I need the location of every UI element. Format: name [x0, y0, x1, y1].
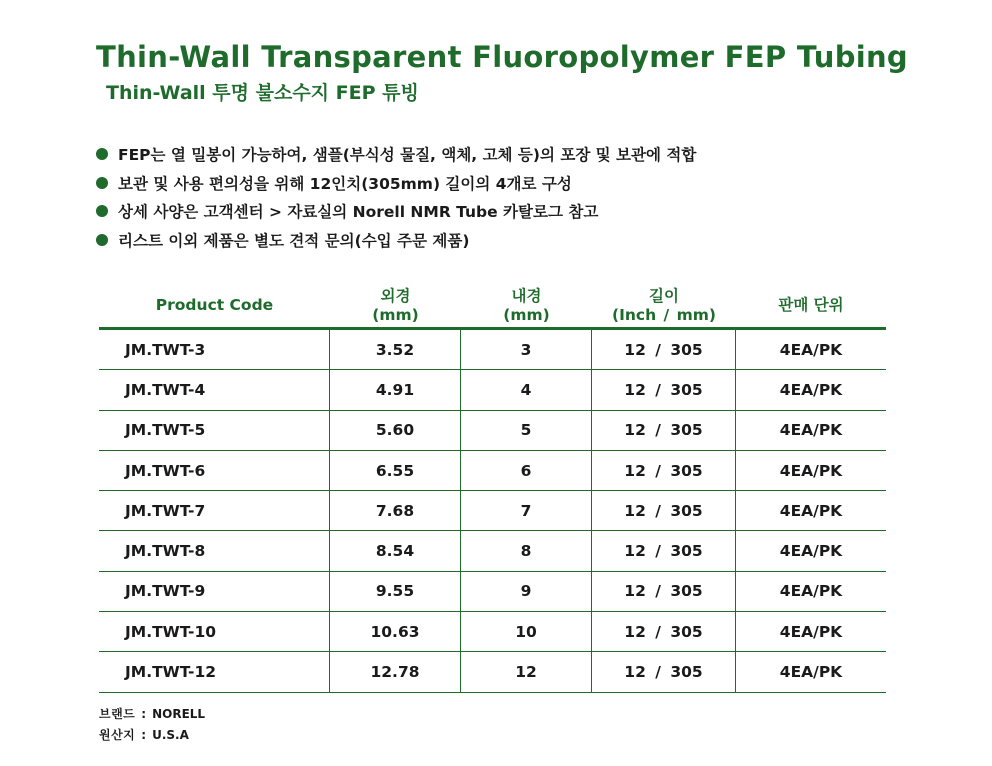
- header-unit: (Inch / mm): [612, 305, 716, 324]
- header-product-code: [99, 284, 330, 327]
- header-label: Product Code: [155, 296, 274, 314]
- inner-diameter-cell: 10: [461, 612, 592, 651]
- brand-separator: :: [141, 707, 147, 721]
- length-cell: 12 / 305: [592, 330, 736, 369]
- origin-separator: :: [141, 728, 147, 742]
- product-code-cell: JM.TWT-5: [99, 411, 330, 450]
- bullet-icon: [96, 205, 108, 217]
- brand-value: NORELL: [152, 707, 206, 721]
- length-cell: 12 / 305: [592, 612, 736, 651]
- bullet-icon: [96, 234, 108, 246]
- header-sales-unit: [736, 284, 886, 327]
- product-table: [99, 284, 886, 693]
- inner-diameter-cell: 3: [461, 330, 592, 369]
- outer-diameter-cell: 6.55: [330, 451, 461, 490]
- feature-item: [96, 140, 696, 169]
- page-title: Thin-Wall Transparent Fluoropolymer FEP Tubing: [96, 40, 908, 74]
- inner-diameter-cell: 9: [461, 572, 592, 611]
- feature-item: [96, 197, 696, 226]
- inner-diameter-cell: 12: [461, 652, 592, 691]
- feature-item: [96, 169, 696, 198]
- product-code-cell: JM.TWT-3: [99, 330, 330, 369]
- feature-text: FEP는 열 밀봉이 가능하여, 샘플(부식성 물질, 액체, 고체 등)의 포장 및 보관에 적합: [118, 146, 697, 165]
- origin-value: U.S.A: [152, 728, 189, 742]
- feature-text: 상세 사양은 고객센터 > 자료실의 Norell NMR Tube 카탈로그 참고: [118, 203, 599, 222]
- outer-diameter-cell: 4.91: [330, 370, 461, 409]
- product-code-cell: JM.TWT-10: [99, 612, 330, 651]
- sales-unit-cell: 4EA/PK: [779, 582, 843, 601]
- product-code-cell: JM.TWT-4: [99, 370, 330, 409]
- sales-unit-cell: 4EA/PK: [779, 622, 843, 641]
- inner-diameter-cell: 6: [461, 451, 592, 490]
- length-cell: 12 / 305: [592, 451, 736, 490]
- outer-diameter-cell: 5.60: [330, 411, 461, 450]
- sales-unit-cell: 4EA/PK: [779, 663, 843, 682]
- outer-diameter-cell: 3.52: [330, 330, 461, 369]
- page-subtitle: Thin-Wall 투명 불소수지 FEP 튜빙: [106, 82, 419, 104]
- feature-item: [96, 226, 696, 255]
- origin-line: [99, 725, 205, 746]
- product-code-cell: JM.TWT-6: [99, 451, 330, 490]
- inner-diameter-cell: 8: [461, 531, 592, 570]
- table-row: [99, 531, 886, 571]
- bullet-icon: [96, 148, 108, 160]
- sales-unit-cell: 4EA/PK: [779, 380, 843, 399]
- length-cell: 12 / 305: [592, 531, 736, 570]
- header-label: 길이: [649, 286, 679, 305]
- origin-label: 원산지: [99, 728, 136, 742]
- sales-unit-cell: 4EA/PK: [779, 501, 843, 520]
- feature-list: [96, 140, 696, 254]
- product-code-cell: JM.TWT-9: [99, 572, 330, 611]
- table-body: [99, 330, 886, 693]
- product-footer: [99, 704, 205, 746]
- outer-diameter-cell: 7.68: [330, 491, 461, 530]
- table-row: [99, 491, 886, 531]
- header-outer-diameter: [330, 284, 461, 327]
- table-row: [99, 652, 886, 692]
- outer-diameter-cell: 10.63: [330, 612, 461, 651]
- bullet-icon: [96, 177, 108, 189]
- outer-diameter-cell: 12.78: [330, 652, 461, 691]
- length-cell: 12 / 305: [592, 652, 736, 691]
- feature-text: 리스트 이외 제품은 별도 견적 문의(수입 주문 제품): [118, 231, 470, 250]
- length-cell: 12 / 305: [592, 370, 736, 409]
- header-inner-diameter: [461, 284, 592, 327]
- header-label: 판매 단위: [778, 296, 844, 314]
- inner-diameter-cell: 7: [461, 491, 592, 530]
- header-label: 외경: [380, 286, 411, 305]
- length-cell: 12 / 305: [592, 411, 736, 450]
- header-unit: (mm): [503, 305, 550, 324]
- brand-label: 브랜드: [99, 707, 136, 721]
- outer-diameter-cell: 8.54: [330, 531, 461, 570]
- feature-text: 보관 및 사용 편의성을 위해 12인치(305mm) 길이의 4개로 구성: [118, 174, 572, 193]
- header-length: [592, 284, 736, 327]
- product-code-cell: JM.TWT-8: [99, 531, 330, 570]
- header-unit: (mm): [372, 305, 419, 324]
- table-row: [99, 572, 886, 612]
- table-row: [99, 411, 886, 451]
- brand-line: [99, 704, 205, 725]
- product-code-cell: JM.TWT-7: [99, 491, 330, 530]
- length-cell: 12 / 305: [592, 491, 736, 530]
- header-label: 내경: [511, 286, 542, 305]
- table-row: [99, 451, 886, 491]
- table-header: [99, 284, 886, 330]
- sales-unit-cell: 4EA/PK: [779, 461, 843, 480]
- sales-unit-cell: 4EA/PK: [779, 340, 843, 359]
- inner-diameter-cell: 5: [461, 411, 592, 450]
- table-row: [99, 370, 886, 410]
- table-row: [99, 612, 886, 652]
- sales-unit-cell: 4EA/PK: [779, 542, 843, 561]
- table-row: [99, 330, 886, 370]
- length-cell: 12 / 305: [592, 572, 736, 611]
- inner-diameter-cell: 4: [461, 370, 592, 409]
- outer-diameter-cell: 9.55: [330, 572, 461, 611]
- product-code-cell: JM.TWT-12: [99, 652, 330, 691]
- sales-unit-cell: 4EA/PK: [779, 421, 843, 440]
